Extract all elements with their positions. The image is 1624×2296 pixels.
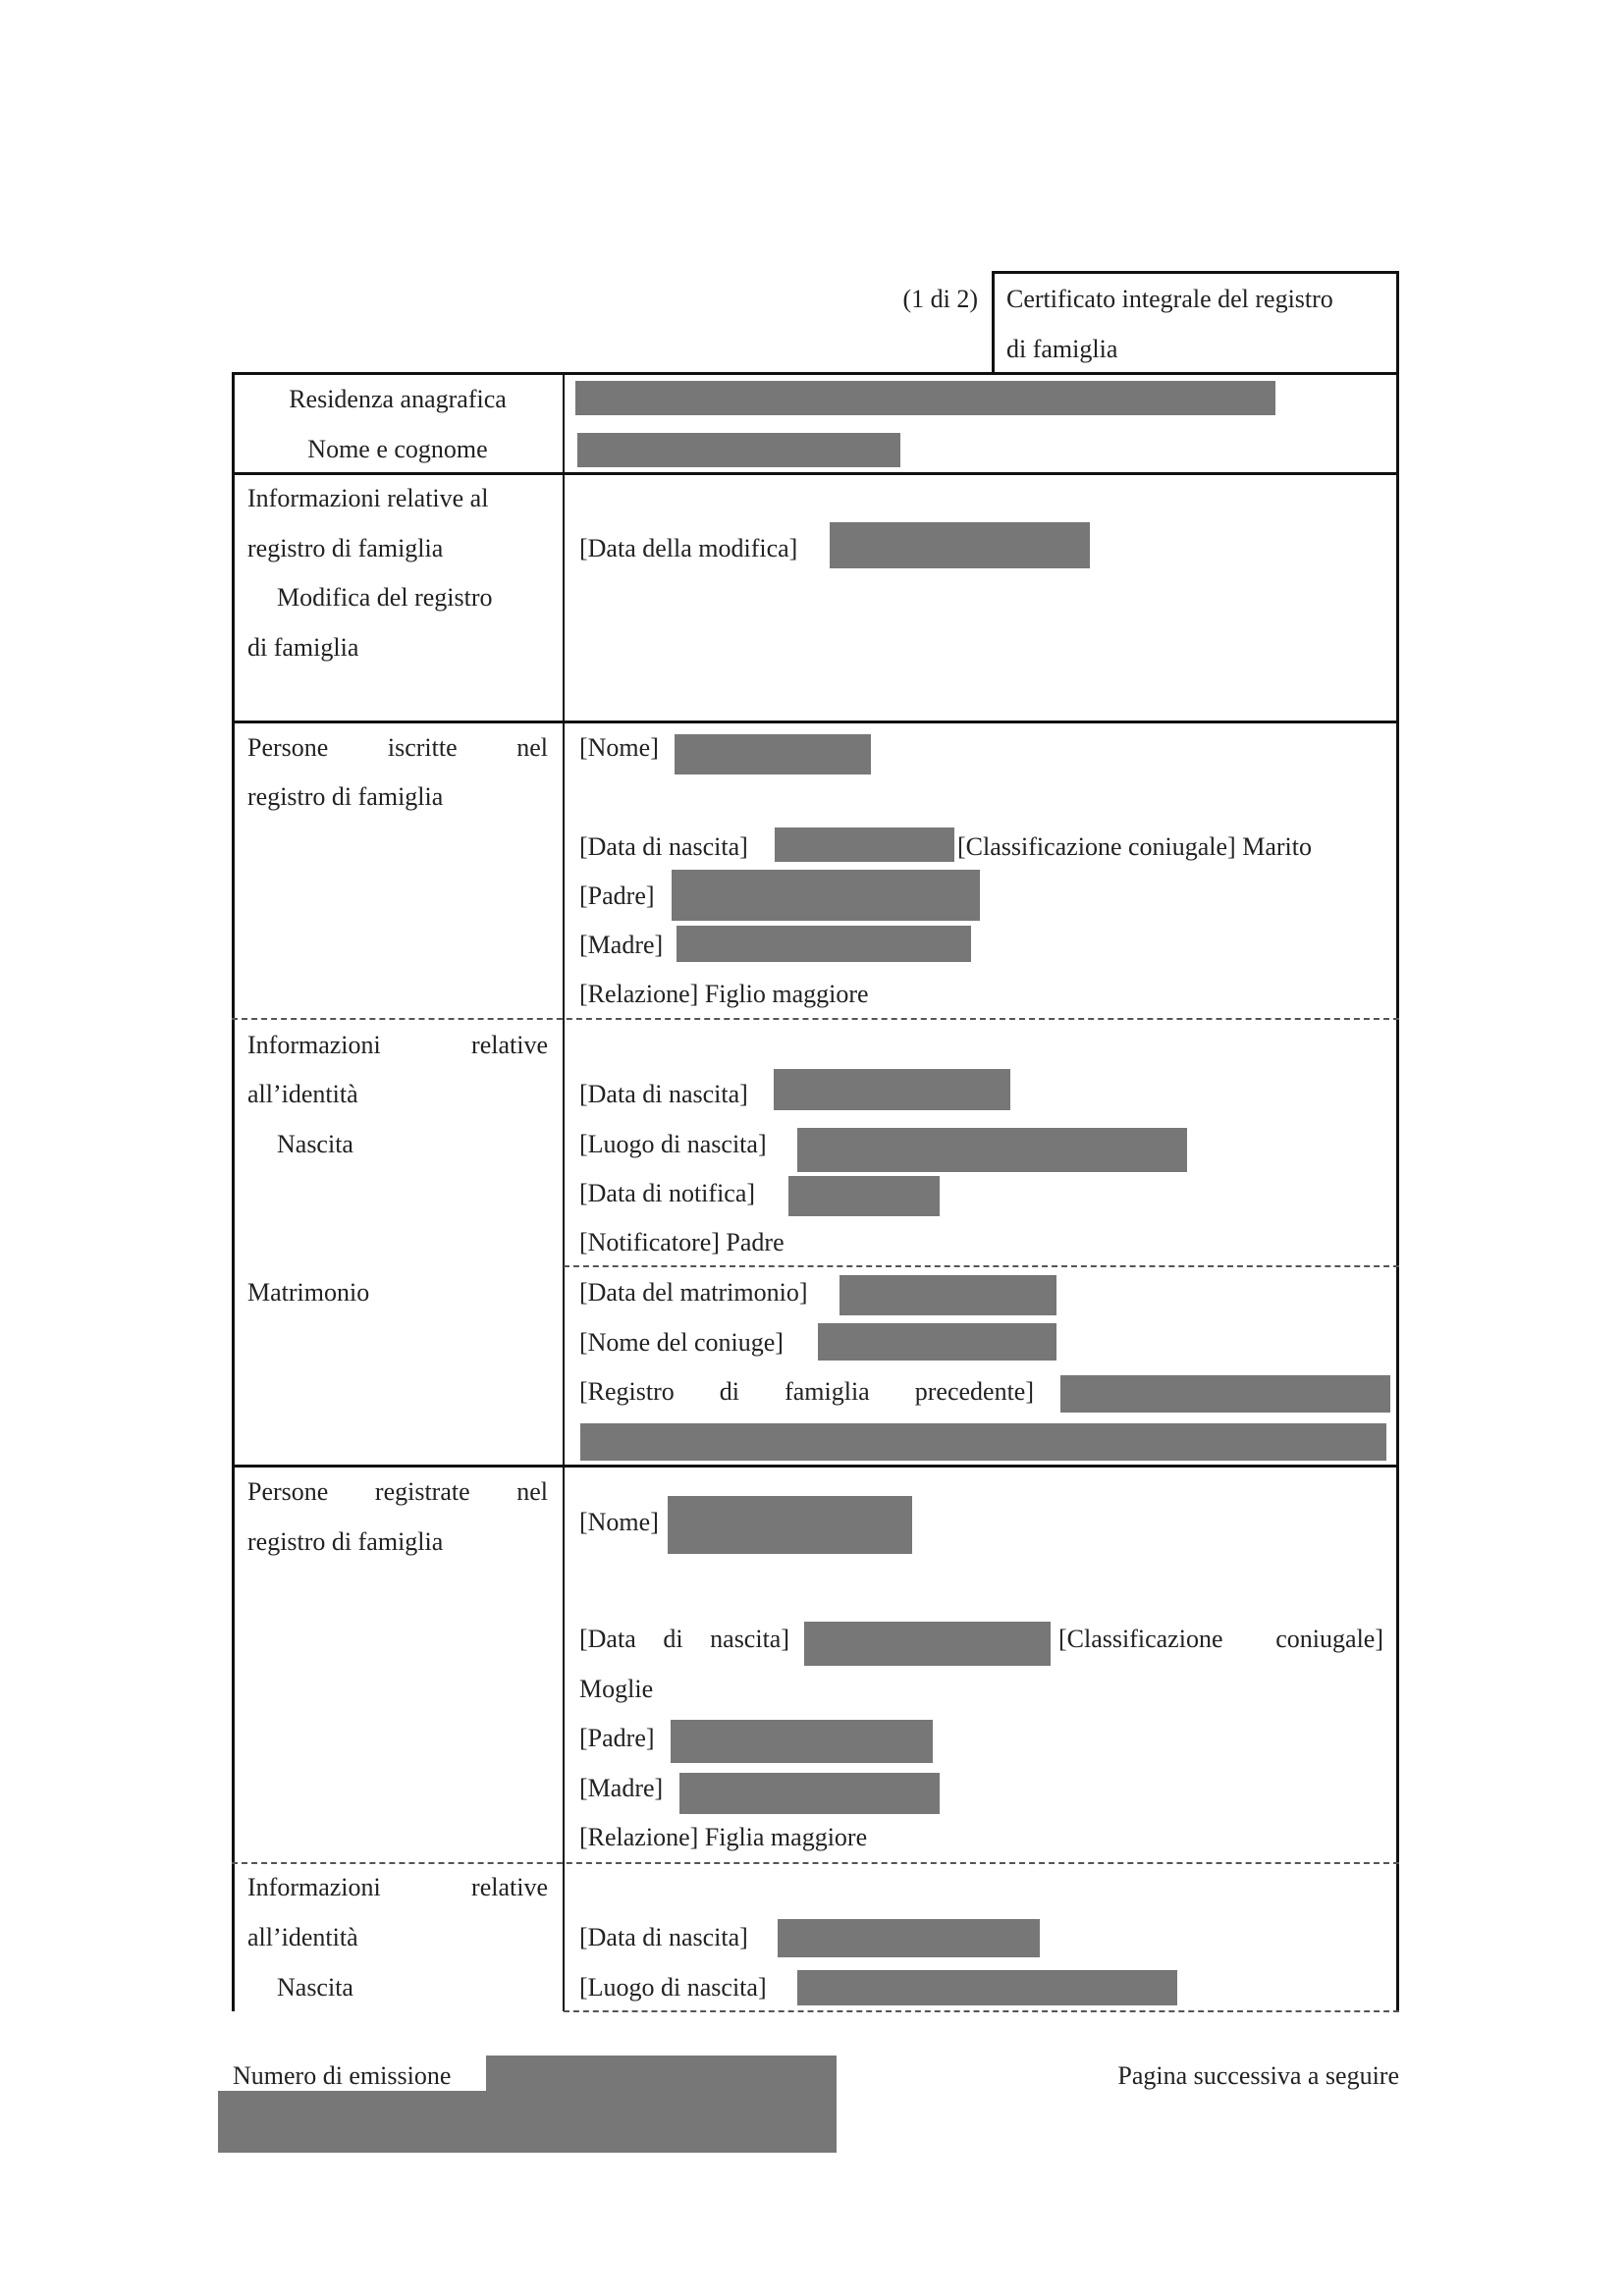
mother-label: [Madre] [579, 1774, 664, 1802]
redacted-mother [677, 926, 971, 962]
redacted-birth-place [797, 1128, 1187, 1172]
birth-date-label: [Data di nascita] [579, 1625, 789, 1653]
table-border [232, 372, 1399, 375]
birth-date-label: [Data di nascita] [579, 832, 748, 861]
redacted-birth-date [775, 828, 954, 862]
page-indicator: (1 di 2) [902, 285, 978, 313]
redacted-previous-registry [1060, 1375, 1390, 1413]
father-label: [Padre] [579, 881, 655, 910]
document-title-line2: di famiglia [1006, 335, 1118, 363]
notifier: [Notificatore] Padre [579, 1228, 785, 1256]
persons-registered-label-2: registro di famiglia [247, 1527, 444, 1556]
birth-place-label: [Luogo di nascita] [579, 1130, 767, 1158]
marital-status-value: Moglie [579, 1675, 654, 1703]
redacted-previous-registry-2 [580, 1423, 1386, 1461]
redacted-birth-date [774, 1069, 1010, 1110]
name-surname-label: Nome e cognome [307, 435, 488, 463]
mother-label: [Madre] [579, 931, 664, 959]
redacted-father [672, 870, 980, 921]
document-title-line1: Certificato integrale del registro [1006, 285, 1333, 313]
issue-number-label: Numero di emissione [233, 2061, 452, 2090]
redacted-name [668, 1496, 912, 1554]
identity-info-label: Informazioni relative [247, 1031, 548, 1059]
modification-date-label: [Data della modifica] [579, 534, 798, 562]
spouse-name-label: [Nome del coniuge] [579, 1328, 784, 1357]
redacted-marriage-date [839, 1275, 1056, 1315]
persons-enrolled-label-2: registro di famiglia [247, 782, 444, 811]
marriage-date-label: [Data del matrimonio] [579, 1278, 808, 1307]
redacted-birth-place [797, 1970, 1177, 2005]
redacted-birth-date [804, 1622, 1051, 1666]
notification-date-label: [Data di notifica] [579, 1179, 756, 1207]
identity-info-label-2: all’identità [247, 1923, 358, 1951]
modification-label-2: di famiglia [247, 633, 359, 662]
redacted-spouse-name [818, 1323, 1056, 1361]
father-label: [Padre] [579, 1724, 655, 1752]
redacted-name [577, 433, 900, 467]
birth-section-label: Nascita [277, 1130, 353, 1158]
identity-info-label: Informazioni relative [247, 1873, 548, 1901]
birth-date-label: [Data di nascita] [579, 1923, 748, 1951]
birth-place-label: [Luogo di nascita] [579, 1973, 767, 2002]
previous-registry-label: [Registro di famiglia precedente] [579, 1377, 1034, 1406]
modification-label: Modifica del registro [277, 583, 493, 612]
name-label: [Nome] [579, 733, 659, 762]
redacted-modification-date [830, 522, 1090, 568]
marital-status-label: [Classificazione coniugale] [1058, 1625, 1383, 1653]
registry-info-label: Informazioni relative al [247, 484, 489, 512]
name-label: [Nome] [579, 1508, 659, 1536]
relation: [Relazione] Figlia maggiore [579, 1823, 868, 1851]
relation: [Relazione] Figlio maggiore [579, 980, 869, 1008]
birth-section-label: Nascita [277, 1973, 353, 2002]
residence-label: Residenza anagrafica [289, 385, 507, 413]
redacted-mother [679, 1773, 940, 1814]
redacted-residence [575, 381, 1275, 415]
marital-status: [Classificazione coniugale] Marito [957, 832, 1312, 861]
redacted-issue-number-2 [218, 2091, 837, 2153]
marriage-section-label: Matrimonio [247, 1278, 370, 1307]
identity-info-label-2: all’identità [247, 1080, 358, 1108]
persons-enrolled-label: Persone iscritte nel [247, 733, 548, 762]
registry-info-label-2: registro di famiglia [247, 534, 444, 562]
redacted-notification-date [788, 1176, 940, 1216]
redacted-father [671, 1720, 933, 1763]
next-page-note: Pagina successiva a seguire [1117, 2061, 1399, 2090]
persons-registered-label: Persone registrate nel [247, 1477, 548, 1506]
redacted-name [675, 734, 871, 774]
redacted-birth-date [778, 1919, 1040, 1957]
birth-date-label: [Data di nascita] [579, 1080, 748, 1108]
